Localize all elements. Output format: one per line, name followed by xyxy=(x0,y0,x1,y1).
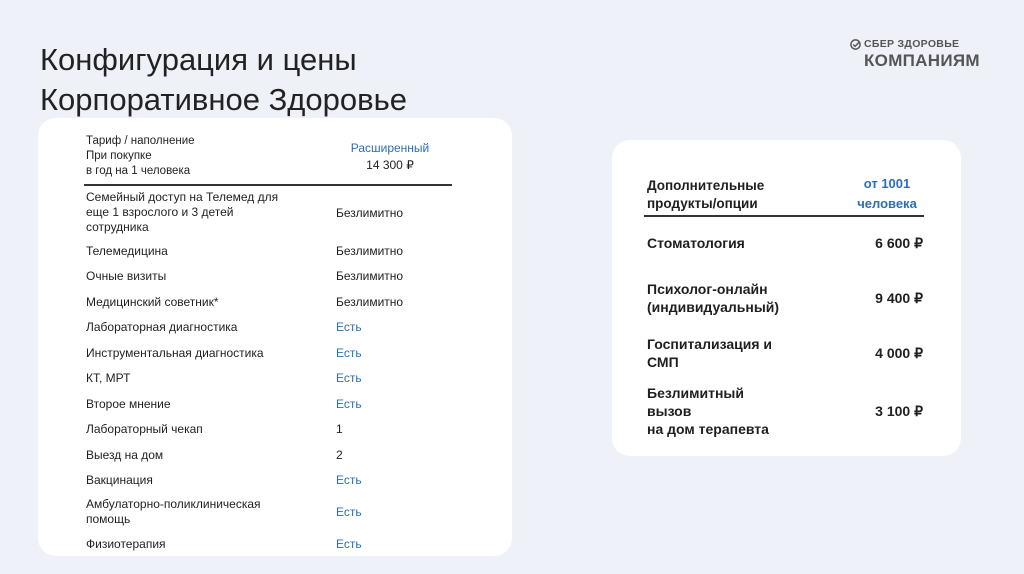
tariff-row-label: Выезд на дом xyxy=(86,448,164,462)
tariff-row-value: Есть xyxy=(336,473,362,487)
page-title-line2: Корпоративное Здоровье xyxy=(40,82,407,117)
tariff-card xyxy=(38,118,512,556)
tariff-row-label: Физиотерапия xyxy=(86,537,166,551)
plan-name: Расширенный xyxy=(350,141,430,155)
option-row-label: Безлимитный вызов на дом терапевта xyxy=(647,385,769,437)
tariff-row-value: Есть xyxy=(336,320,362,334)
options-header-label: Дополнительные продукты/опции xyxy=(647,178,765,211)
tariff-row-value: Безлимитно xyxy=(336,295,404,309)
page-title-line1: Конфигурация и цены xyxy=(40,42,357,77)
tariff-row-label: Лабораторная диагностика xyxy=(86,320,238,334)
tariff-row-label: Семейный доступ на Телемед для еще 1 взрослого и 3 детей сотрудника xyxy=(86,190,279,234)
option-row-price: 9 400 ₽ xyxy=(875,290,923,306)
tariff-row-label: КТ, МРТ xyxy=(86,371,131,385)
option-row-label: Стоматология xyxy=(647,235,745,251)
logo-top-text: СБЕР ЗДОРОВЬЕ xyxy=(864,38,960,50)
tariff-row-value: Есть xyxy=(336,346,362,360)
options-header-value: от 1001 человека xyxy=(857,176,917,211)
option-row-price: 4 000 ₽ xyxy=(875,345,923,361)
tariff-row-value: 2 xyxy=(336,448,343,462)
tariff-row-value: Безлимитно xyxy=(336,269,404,283)
tariff-row-value: Есть xyxy=(336,505,362,519)
option-row-price: 6 600 ₽ xyxy=(875,235,923,251)
option-row-price: 3 100 ₽ xyxy=(875,403,923,419)
tariff-row-value: Безлимитно xyxy=(336,206,404,220)
tariff-row-label: Лабораторный чекап xyxy=(86,422,203,436)
tariff-row-label: Медицинский советник* xyxy=(86,295,219,309)
tariff-row-label: Телемедицина xyxy=(86,244,168,258)
option-row-label: Госпитализация и СМП xyxy=(647,336,773,370)
tariff-row-value: 1 xyxy=(336,422,343,436)
logo-bottom-text: КОМПАНИЯМ xyxy=(864,51,980,70)
options-card xyxy=(612,140,961,456)
option-row-label: Психолог-онлайн (индивидуальный) xyxy=(647,281,780,315)
tariff-header-label: Тариф / наполнение При покупке в год на 1 человека xyxy=(86,135,195,177)
plan-price: 14 300 ₽ xyxy=(366,158,414,172)
header-divider xyxy=(84,184,452,186)
tariff-row-label: Инструментальная диагностика xyxy=(86,346,264,360)
brand-logo xyxy=(850,38,980,71)
tariff-row-label: Вакцинация xyxy=(86,473,153,487)
page-title xyxy=(40,40,407,120)
options-header-divider xyxy=(644,215,924,217)
tariff-row-value: Безлимитно xyxy=(336,244,404,258)
sber-check-icon xyxy=(850,39,861,50)
tariff-row-value: Есть xyxy=(336,397,362,411)
tariff-row-value: Есть xyxy=(336,537,362,551)
tariff-row-label: Очные визиты xyxy=(86,269,167,283)
tariff-row-label: Амбулаторно-поликлиническая помощь xyxy=(86,497,261,526)
tariff-row-value: Есть xyxy=(336,371,362,385)
tariff-row-label: Второе мнение xyxy=(86,397,171,411)
